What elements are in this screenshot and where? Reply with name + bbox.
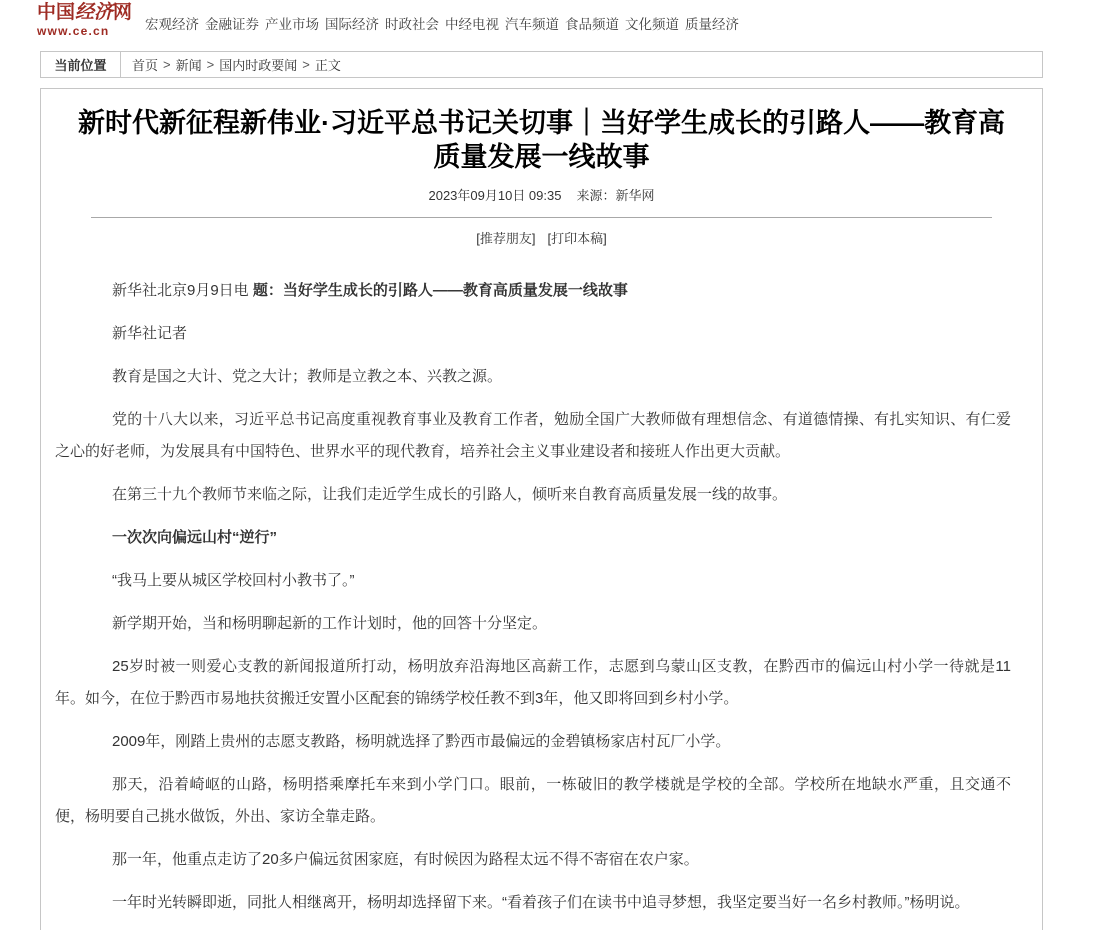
- section-heading: 一次次向偏远山村“逆行”: [112, 529, 278, 546]
- breadcrumb-separator: >: [302, 57, 310, 72]
- breadcrumb-label: 当前位置: [41, 52, 121, 77]
- article-container: [40, 88, 1043, 930]
- breadcrumb-separator: >: [206, 57, 215, 72]
- nav-link-金融证券[interactable]: 金融证券: [205, 17, 259, 32]
- nav-link-国际经济[interactable]: 国际经济: [325, 17, 379, 32]
- nav-link-质量经济[interactable]: 质量经济: [685, 17, 739, 32]
- page-title: 新时代新征程新伟业·习近平总书记关切事｜当好学生成长的引路人——教育高质量发展一线故事: [78, 108, 1005, 172]
- nav-link-产业市场[interactable]: 产业市场: [265, 17, 319, 32]
- nav-link-宏观经济[interactable]: 宏观经济: [145, 17, 199, 32]
- article-lead-paragraph: [55, 275, 1011, 307]
- breadcrumb: [121, 52, 341, 77]
- action-link[interactable]: [打印本稿]: [547, 231, 607, 246]
- logo-cn-suffix: 网: [113, 2, 133, 23]
- logo-text: [37, 3, 132, 23]
- article-paragraph: 2009年，刚踏上贵州的志愿支教路，杨明就选择了黔西市最偏远的金碧镇杨家店村瓦厂小学。: [112, 733, 731, 750]
- nav-link-食品频道[interactable]: 食品频道: [565, 17, 619, 32]
- nav-link-汽车频道[interactable]: 汽车频道: [505, 17, 559, 32]
- source-name: 新华网: [615, 188, 655, 203]
- site-header: [0, 0, 1110, 46]
- lead-title: 题：当好学生成长的引路人——教育高质量发展一线故事: [252, 282, 628, 299]
- top-nav: [145, 13, 745, 33]
- article-paragraph: 25岁时被一则爱心支教的新闻报道所打动，杨明放弃沿海地区高薪工作，志愿到乌蒙山区支教，在黔西市的偏远山村小学一待就是11年。如今，在位于黔西市易地扶贫搬迁安置小区配套的锦绣学校任教不到3年，他又即将回到乡村小学。: [55, 658, 1011, 707]
- article-actions: [41, 228, 1042, 247]
- article-paragraph: “我马上要从城区学校回村小教书了。”: [112, 572, 355, 589]
- breadcrumb-separator: >: [163, 57, 171, 72]
- source-label: 来源：: [576, 188, 616, 203]
- article-paragraph: 党的十八大以来，习近平总书记高度重视教育事业及教育工作者，勉励全国广大教师做有理想信念、有道德情操、有扎实知识、有仁爱之心的好老师，为发展具有中国特色、世界水平的现代教育，培养社会主义事业建设者和接班人作出更大贡献。: [55, 411, 1011, 460]
- article-date: 2023年09月10日 09:35: [428, 188, 562, 203]
- article-paragraph: 新华社记者: [112, 325, 188, 342]
- logo-cn-script: 经济: [75, 1, 114, 23]
- action-link[interactable]: [推荐朋友]: [476, 231, 536, 246]
- logo-cn-prefix: 中国: [37, 2, 76, 23]
- site-logo[interactable]: [37, 3, 132, 38]
- dateline: 新华社北京9月9日电: [112, 282, 253, 299]
- article-paragraph: 在第三十九个教师节来临之际，让我们走近学生成长的引路人，倾听来自教育高质量发展一线的故事。: [112, 486, 788, 503]
- meta-divider: [91, 217, 992, 218]
- article-paragraph: 新学期开始，当和杨明聊起新的工作计划时，他的回答十分坚定。: [112, 615, 548, 632]
- logo-url: www.ce.cn: [37, 23, 110, 38]
- article-paragraph: 教育是国之大计、党之大计；教师是立教之本、兴教之源。: [112, 368, 503, 385]
- breadcrumb-item[interactable]: 首页: [132, 58, 159, 73]
- nav-link-时政社会[interactable]: 时政社会: [385, 17, 439, 32]
- nav-link-文化频道[interactable]: 文化频道: [625, 17, 679, 32]
- breadcrumb-bar: [40, 51, 1043, 78]
- article-paragraph: 一年时光转瞬即逝，同批人相继离开，杨明却选择留下来。“看着孩子们在读书中追寻梦想，我坚定要当好一名乡村教师。”杨明说。: [112, 894, 970, 911]
- breadcrumb-item[interactable]: 国内时政要闻: [219, 58, 298, 73]
- breadcrumb-item[interactable]: 新闻: [175, 58, 202, 73]
- breadcrumb-current: 正文: [314, 58, 341, 73]
- article-meta: [41, 185, 1042, 204]
- article-paragraph: 那一年，他重点走访了20多户偏远贫困家庭，有时候因为路程太远不得不寄宿在农户家。: [112, 851, 699, 868]
- article-paragraph: 那天，沿着崎岖的山路，杨明搭乘摩托车来到小学门口。眼前，一栋破旧的教学楼就是学校的全部。学校所在地缺水严重，且交通不便，杨明要自己挑水做饭，外出、家访全靠走路。: [55, 776, 1011, 825]
- article-body: [55, 275, 1011, 919]
- nav-link-中经电视[interactable]: 中经电视: [445, 17, 499, 32]
